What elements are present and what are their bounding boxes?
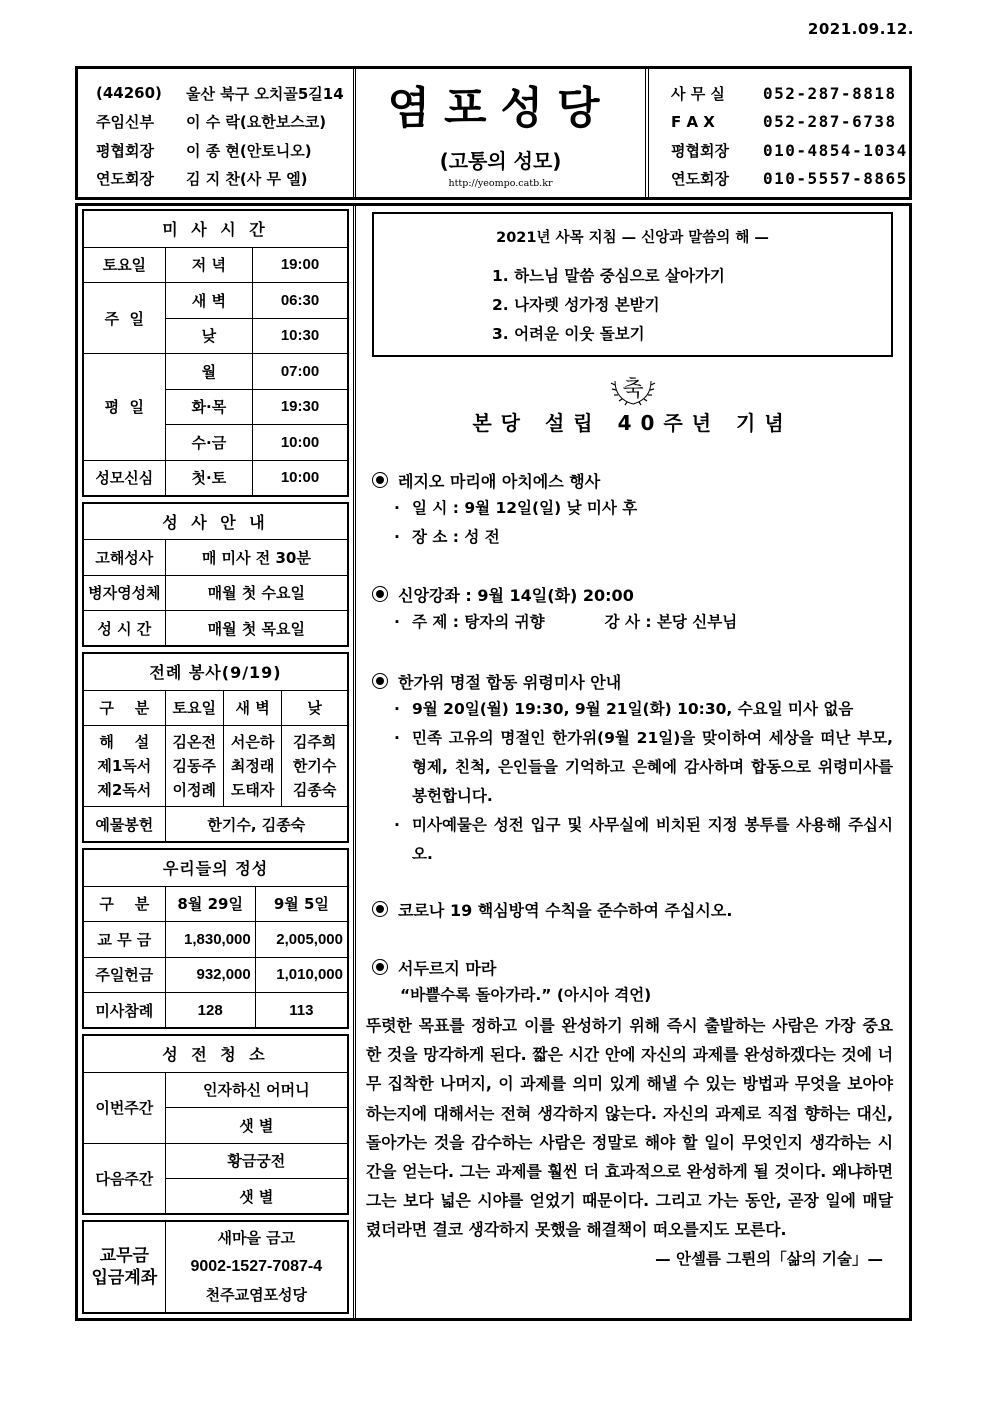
bullet-dot: · — [394, 528, 400, 546]
liturgy-header: 낮 — [282, 690, 348, 726]
donation-category: 주일헌금 — [83, 957, 165, 993]
lecture-topic: 주 제 : 탕자의 귀향 — [412, 613, 545, 631]
liturgy-person: 최정래 — [230, 757, 275, 775]
mass-time: 19:30 — [253, 389, 348, 425]
offering-names: 한기수, 김종숙 — [165, 807, 348, 843]
mass-day: 성모신심 — [83, 460, 165, 496]
bullet-dot: · — [394, 700, 400, 718]
contact-key: 평협회장 — [671, 141, 729, 160]
liturgy-day — [282, 726, 348, 807]
section-chuseok — [372, 667, 893, 869]
laurel-wreath-icon — [605, 371, 661, 407]
account-label-line: 입금계좌 — [91, 1267, 158, 1288]
account-label-line: 교무금 — [99, 1245, 149, 1266]
section-title: 한가위 명절 합동 위령미사 안내 — [398, 672, 622, 692]
mass-time: 10:00 — [253, 425, 348, 461]
bullseye-icon — [372, 959, 388, 975]
section-heading — [372, 580, 893, 608]
liturgy-person: 이정례 — [172, 781, 217, 799]
mass-day: 평 일 — [83, 354, 165, 461]
info-key: (44260) — [96, 84, 162, 103]
info-value: 이 종 현(안토니오) — [186, 141, 312, 160]
info-key: 주임신부 — [96, 113, 154, 132]
liturgy-person: 도태자 — [230, 781, 275, 799]
donations-table — [82, 848, 349, 1029]
info-row-pastor — [96, 108, 353, 137]
info-key: 평협회장 — [96, 141, 154, 160]
contact-row-fax — [671, 108, 909, 137]
liturgy-dawn — [223, 726, 281, 807]
account-details — [165, 1221, 348, 1313]
section-title: 코로나 19 핵심방역 수칙을 준수하여 주십시오. — [398, 900, 733, 920]
donation-amount: 932,000 — [165, 957, 255, 993]
liturgy-role: 해 설 — [99, 733, 150, 751]
donation-category: 미사참례 — [83, 993, 165, 1029]
mass-day: 토요일 — [83, 247, 165, 283]
contact-phone: 010-4854-1034 — [763, 140, 908, 160]
sacrament-schedule: 매월 첫 목요일 — [165, 611, 348, 647]
mass-slot: 월 — [165, 354, 252, 390]
detail-text: 9월 20일(월) 19:30, 9월 21일(화) 10:30, 수요일 미사 없음 — [412, 700, 854, 718]
bullet-dot: · — [394, 613, 400, 631]
info-value: 김 지 찬(사 무 엘) — [186, 170, 308, 189]
liturgy-table — [82, 652, 349, 843]
mass-times-title: 미 사 시 간 — [83, 210, 348, 247]
policy-list — [492, 262, 891, 349]
right-column — [356, 206, 909, 1318]
liturgy-person: 김온전 — [172, 733, 217, 751]
info-value: 울산 북구 오치골5길14 — [186, 84, 344, 103]
church-title-block — [356, 69, 649, 197]
detail-text: 장 소 : 성 전 — [412, 528, 500, 546]
bullseye-icon — [372, 586, 388, 602]
detail-text: 일 시 : 9월 12일(일) 낮 미사 후 — [412, 499, 638, 517]
sacrament-schedule: 매월 첫 수요일 — [165, 575, 348, 611]
donations-header: 구 분 — [83, 886, 165, 922]
section-lecture — [372, 580, 893, 637]
info-row-council — [96, 136, 353, 165]
sacrament-name: 성 시 간 — [83, 611, 165, 647]
mass-slot: 저 녁 — [165, 247, 252, 283]
mass-times-table — [82, 209, 349, 497]
mass-slot: 낮 — [165, 318, 252, 354]
section-reflection — [366, 953, 893, 1273]
donation-amount: 2,005,000 — [255, 922, 348, 958]
liturgy-person: 서은하 — [230, 733, 275, 751]
cleaning-group: 황금궁전 — [165, 1143, 348, 1179]
account-table — [82, 1220, 349, 1314]
reflection-source: — 안셀름 그륀의「삶의 기술」— — [655, 1249, 883, 1268]
celebration-badge — [372, 371, 893, 405]
sacraments-table — [82, 502, 349, 648]
liturgy-saturday — [165, 726, 223, 807]
detail-item — [372, 608, 893, 637]
cleaning-week-label: 다음주간 — [83, 1143, 165, 1214]
bullseye-icon — [372, 673, 388, 689]
liturgy-role: 제1독서 — [97, 757, 152, 775]
mass-slot: 화·목 — [165, 389, 252, 425]
pastoral-policy-box — [372, 212, 893, 357]
liturgy-person: 김종숙 — [292, 781, 337, 799]
cleaning-group: 샛 별 — [165, 1108, 348, 1144]
church-url[interactable]: http://yeompo.catb.kr — [448, 178, 553, 189]
detail-paragraph — [372, 724, 893, 811]
contact-phone: 052-287-6738 — [763, 112, 897, 132]
liturgy-person: 김주희 — [292, 733, 337, 751]
info-key: 연도회장 — [96, 170, 154, 189]
proverb-quote: “바쁠수록 돌아가라.” (아시아 격언) — [400, 986, 652, 1004]
cleaning-week-label: 이번주간 — [83, 1072, 165, 1143]
contact-phone: 010-5557-8865 — [763, 169, 908, 189]
detail-paragraph — [372, 811, 893, 869]
donation-category: 교 무 금 — [83, 922, 165, 958]
detail-item — [372, 523, 893, 552]
bulletin-header — [75, 66, 912, 200]
badge-char: 축 — [621, 377, 644, 402]
section-heading — [372, 466, 893, 494]
liturgy-person: 한기수 — [292, 757, 337, 775]
section-title: 레지오 마리애 아치에스 행사 — [398, 471, 601, 491]
detail-text: 미사예물은 성전 입구 및 사무실에 비치된 지정 봉투를 사용해 주십시오. — [412, 816, 893, 863]
section-covid — [372, 895, 893, 923]
mass-slot: 첫·토 — [165, 460, 252, 496]
sacrament-name: 고해성사 — [83, 540, 165, 576]
donations-header: 9월 5일 — [255, 886, 348, 922]
cleaning-table — [82, 1034, 349, 1215]
offering-label: 예물봉헌 — [83, 807, 165, 843]
bullseye-icon — [372, 472, 388, 488]
donation-amount: 1,010,000 — [255, 957, 348, 993]
info-value: 이 수 락(요한보스코) — [186, 113, 327, 132]
contact-row-office — [671, 79, 909, 108]
mass-day: 주 일 — [83, 283, 165, 354]
cleaning-group: 인자하신 어머니 — [165, 1072, 348, 1108]
detail-text: 민족 고유의 명절인 한가위(9월 21일)을 맞이하여 세상을 떠난 부모, 형제, 친척, 은인들을 기억하고 은혜에 감사하며 합동으로 위령미사를 봉헌합니다. — [412, 729, 893, 805]
liturgy-title: 전례 봉사(9/19) — [83, 653, 348, 690]
mass-time: 06:30 — [253, 283, 348, 319]
mass-time: 07:00 — [253, 354, 348, 390]
lecture-speaker: 강 사 : 본당 신부님 — [604, 613, 738, 631]
liturgy-role: 제2독서 — [97, 781, 152, 799]
contact-key: 연도회장 — [671, 170, 729, 189]
bullet-dot: · — [394, 816, 400, 834]
account-holder: 천주교염포성당 — [205, 1286, 308, 1304]
contact-key: F A X — [671, 112, 715, 131]
left-column — [78, 206, 356, 1318]
bulletin-date: 2021.09.12. — [807, 20, 914, 38]
liturgy-person: 김동주 — [172, 757, 217, 775]
contact-row-council — [671, 136, 909, 165]
donations-header: 8월 29일 — [165, 886, 255, 922]
contact-row-funeral — [671, 165, 909, 194]
section-heading — [372, 953, 893, 981]
policy-title: 2021년 사목 지침 — 신앙과 말씀의 해 — — [496, 230, 769, 246]
info-row-funeral — [96, 165, 353, 194]
account-number: 9002-1527-7087-4 — [190, 1257, 323, 1275]
section-legio — [372, 466, 893, 552]
reflection-essay: 뚜렷한 목표를 정하고 이를 완성하기 위해 즉시 출발하는 사람은 가장 중요한 것을 망각하게 된다. 짧은 시간 안에 자신의 과제를 완성하겠다는 것에 너무 집착한 나머지, 이 과제를 의미 있게 해낼 수 있는 방법과 무엇을 보아야 하는지에 대해서는 전혀 생각하지 않는다. 자신의 과제로 직접 향하는 대신, 돌아가는 것을 감수하는 사람은 정말로 해야 할 일이 무엇인지 생각하는 시간을 얻는다. 그는 과제를 훨씬 더 효과적으로 완성하게 될 것이다. 왜냐하면 그는 보다 넓은 시야를 얻었기 때문이다. 그리고 가는 동안, 곧장 일에 매달렸더라면 결코 생각하지 못했을 해결책이 떠오를지도 모른다. — [366, 1016, 893, 1240]
church-info — [78, 69, 356, 197]
contact-key: 사 무 실 — [671, 84, 725, 103]
donation-amount: 1,830,000 — [165, 922, 255, 958]
sacraments-title: 성 사 안 내 — [83, 503, 348, 540]
church-name: 염포성당 — [387, 83, 614, 134]
anniversary-title: 본당 설립 40주년 기념 — [472, 411, 793, 435]
section-title: 서두르지 마라 — [398, 958, 497, 978]
sacrament-name: 병자영성체 — [83, 575, 165, 611]
section-title: 신앙강좌 : 9월 14일(화) 20:00 — [398, 585, 634, 605]
sacrament-schedule: 매 미사 전 30분 — [165, 540, 348, 576]
section-heading — [372, 895, 893, 923]
section-heading — [372, 667, 893, 695]
mass-time: 10:00 — [253, 460, 348, 496]
mass-time: 10:30 — [253, 318, 348, 354]
donations-title: 우리들의 정성 — [83, 849, 348, 886]
liturgy-header: 토요일 — [165, 690, 223, 726]
account-bank: 새마을 금고 — [217, 1229, 296, 1247]
mass-slot: 수·금 — [165, 425, 252, 461]
info-row-address — [96, 79, 353, 108]
account-label — [83, 1221, 165, 1313]
bulletin-body — [75, 203, 912, 1321]
cleaning-title: 성 전 청 소 — [83, 1035, 348, 1072]
mass-time: 19:00 — [253, 247, 348, 283]
attendance-count: 128 — [165, 993, 255, 1029]
cleaning-group: 샛 별 — [165, 1179, 348, 1215]
bullet-dot: · — [394, 499, 400, 517]
bullseye-icon — [372, 901, 388, 917]
detail-item — [372, 494, 893, 523]
church-subtitle: (고통의 성모) — [439, 149, 562, 173]
mass-slot: 새 벽 — [165, 283, 252, 319]
liturgy-header: 구 분 — [83, 690, 165, 726]
policy-item: 2. 나자렛 성가정 본받기 — [492, 296, 660, 314]
policy-item: 3. 어려운 이웃 돌보기 — [492, 325, 645, 343]
contact-phone: 052-287-8818 — [763, 83, 897, 103]
liturgy-roles — [83, 726, 165, 807]
liturgy-header: 새 벽 — [223, 690, 281, 726]
bullet-dot: · — [394, 729, 400, 747]
policy-item: 1. 하느님 말씀 중심으로 살아가기 — [492, 267, 725, 285]
detail-item — [372, 695, 893, 724]
contact-info — [649, 69, 909, 197]
attendance-count: 113 — [255, 993, 348, 1029]
